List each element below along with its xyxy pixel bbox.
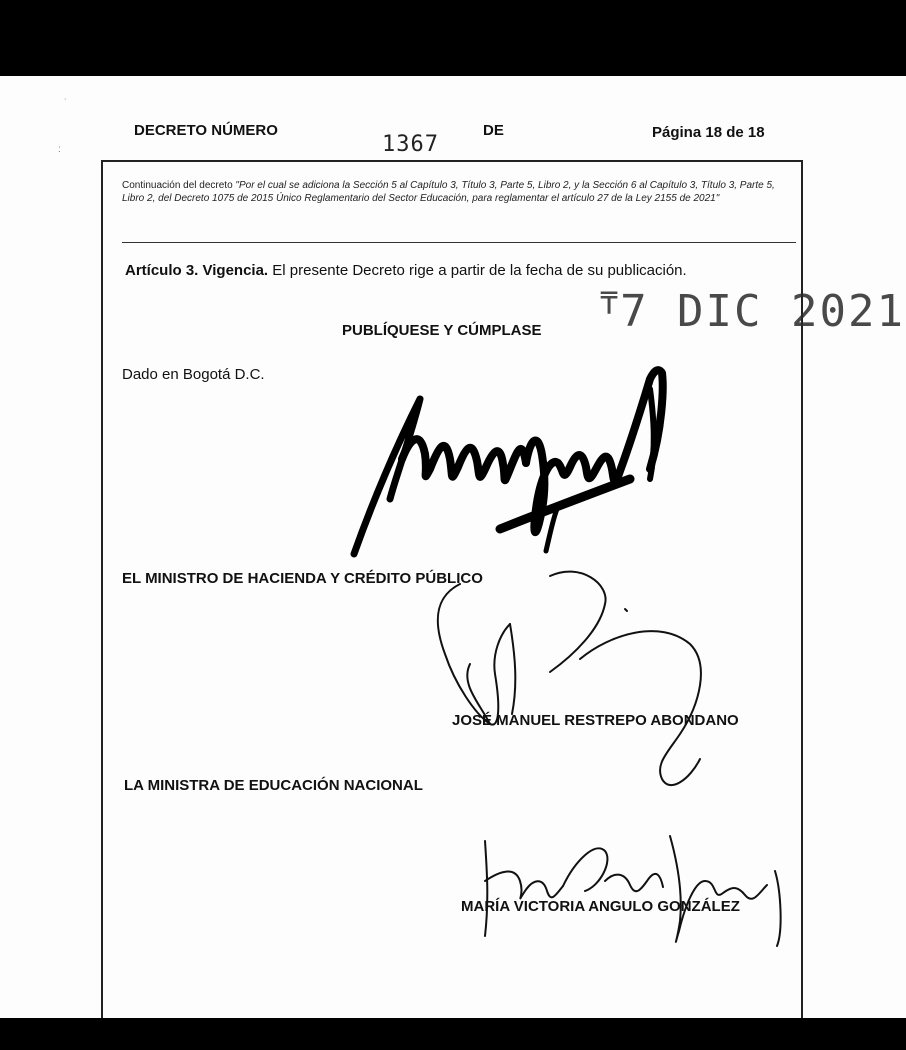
date-stamp-icon: ₸ (600, 287, 621, 322)
signatory-1-name: JOSÉ MANUEL RESTREPO ABONDANO (452, 712, 739, 729)
date-stamp-text: 7 DIC 2021 (620, 286, 905, 337)
decree-number-label: DECRETO NÚMERO (134, 122, 278, 139)
article-text: El presente Decreto rige a partir de la fecha de su publicación. (272, 262, 687, 279)
continuation-note (122, 180, 792, 205)
header-divider (122, 242, 796, 243)
decree-number: 1367 (382, 132, 439, 157)
bottom-black-bar (0, 1018, 906, 1050)
date-stamp (600, 286, 905, 337)
minister-educacion-signature-icon (455, 821, 795, 961)
document-page (0, 76, 906, 1018)
scan-speck: : (58, 144, 61, 155)
dado-en-bogota: Dado en Bogotá D.C. (122, 366, 265, 383)
article-3 (125, 262, 687, 279)
minister-hacienda-signature-icon (400, 564, 720, 814)
continuation-prefix: Continuación del decreto (122, 180, 233, 191)
signatory-2-name: MARÍA VICTORIA ANGULO GONZÁLEZ (461, 898, 740, 915)
page-number: Página 18 de 18 (652, 124, 765, 141)
de-label: DE (483, 122, 504, 139)
continuation-title: "Por el cual se adiciona la Sección 5 al Capítulo 3, Título 3, Parte 5, Libro 2, y la Sección 6 al Capítulo 3, Título 3, Parte 5, Libro 2, del Decreto 1075 de 2015 Único Reglamentario del Sector Educación, para reglamentar el artículo 27 de la Ley 2155 de 2021" (122, 180, 775, 204)
article-heading: Artículo 3. Vigencia. (125, 262, 269, 279)
scan-speck: ˙ (64, 98, 68, 109)
publiquese-label: PUBLÍQUESE Y CÚMPLASE (342, 322, 542, 339)
top-black-bar (0, 0, 906, 76)
signatory-2-title: LA MINISTRA DE EDUCACIÓN NACIONAL (124, 777, 423, 794)
signatory-1-title: EL MINISTRO DE HACIENDA Y CRÉDITO PÚBLICO (122, 570, 483, 587)
president-signature-icon (350, 359, 690, 559)
